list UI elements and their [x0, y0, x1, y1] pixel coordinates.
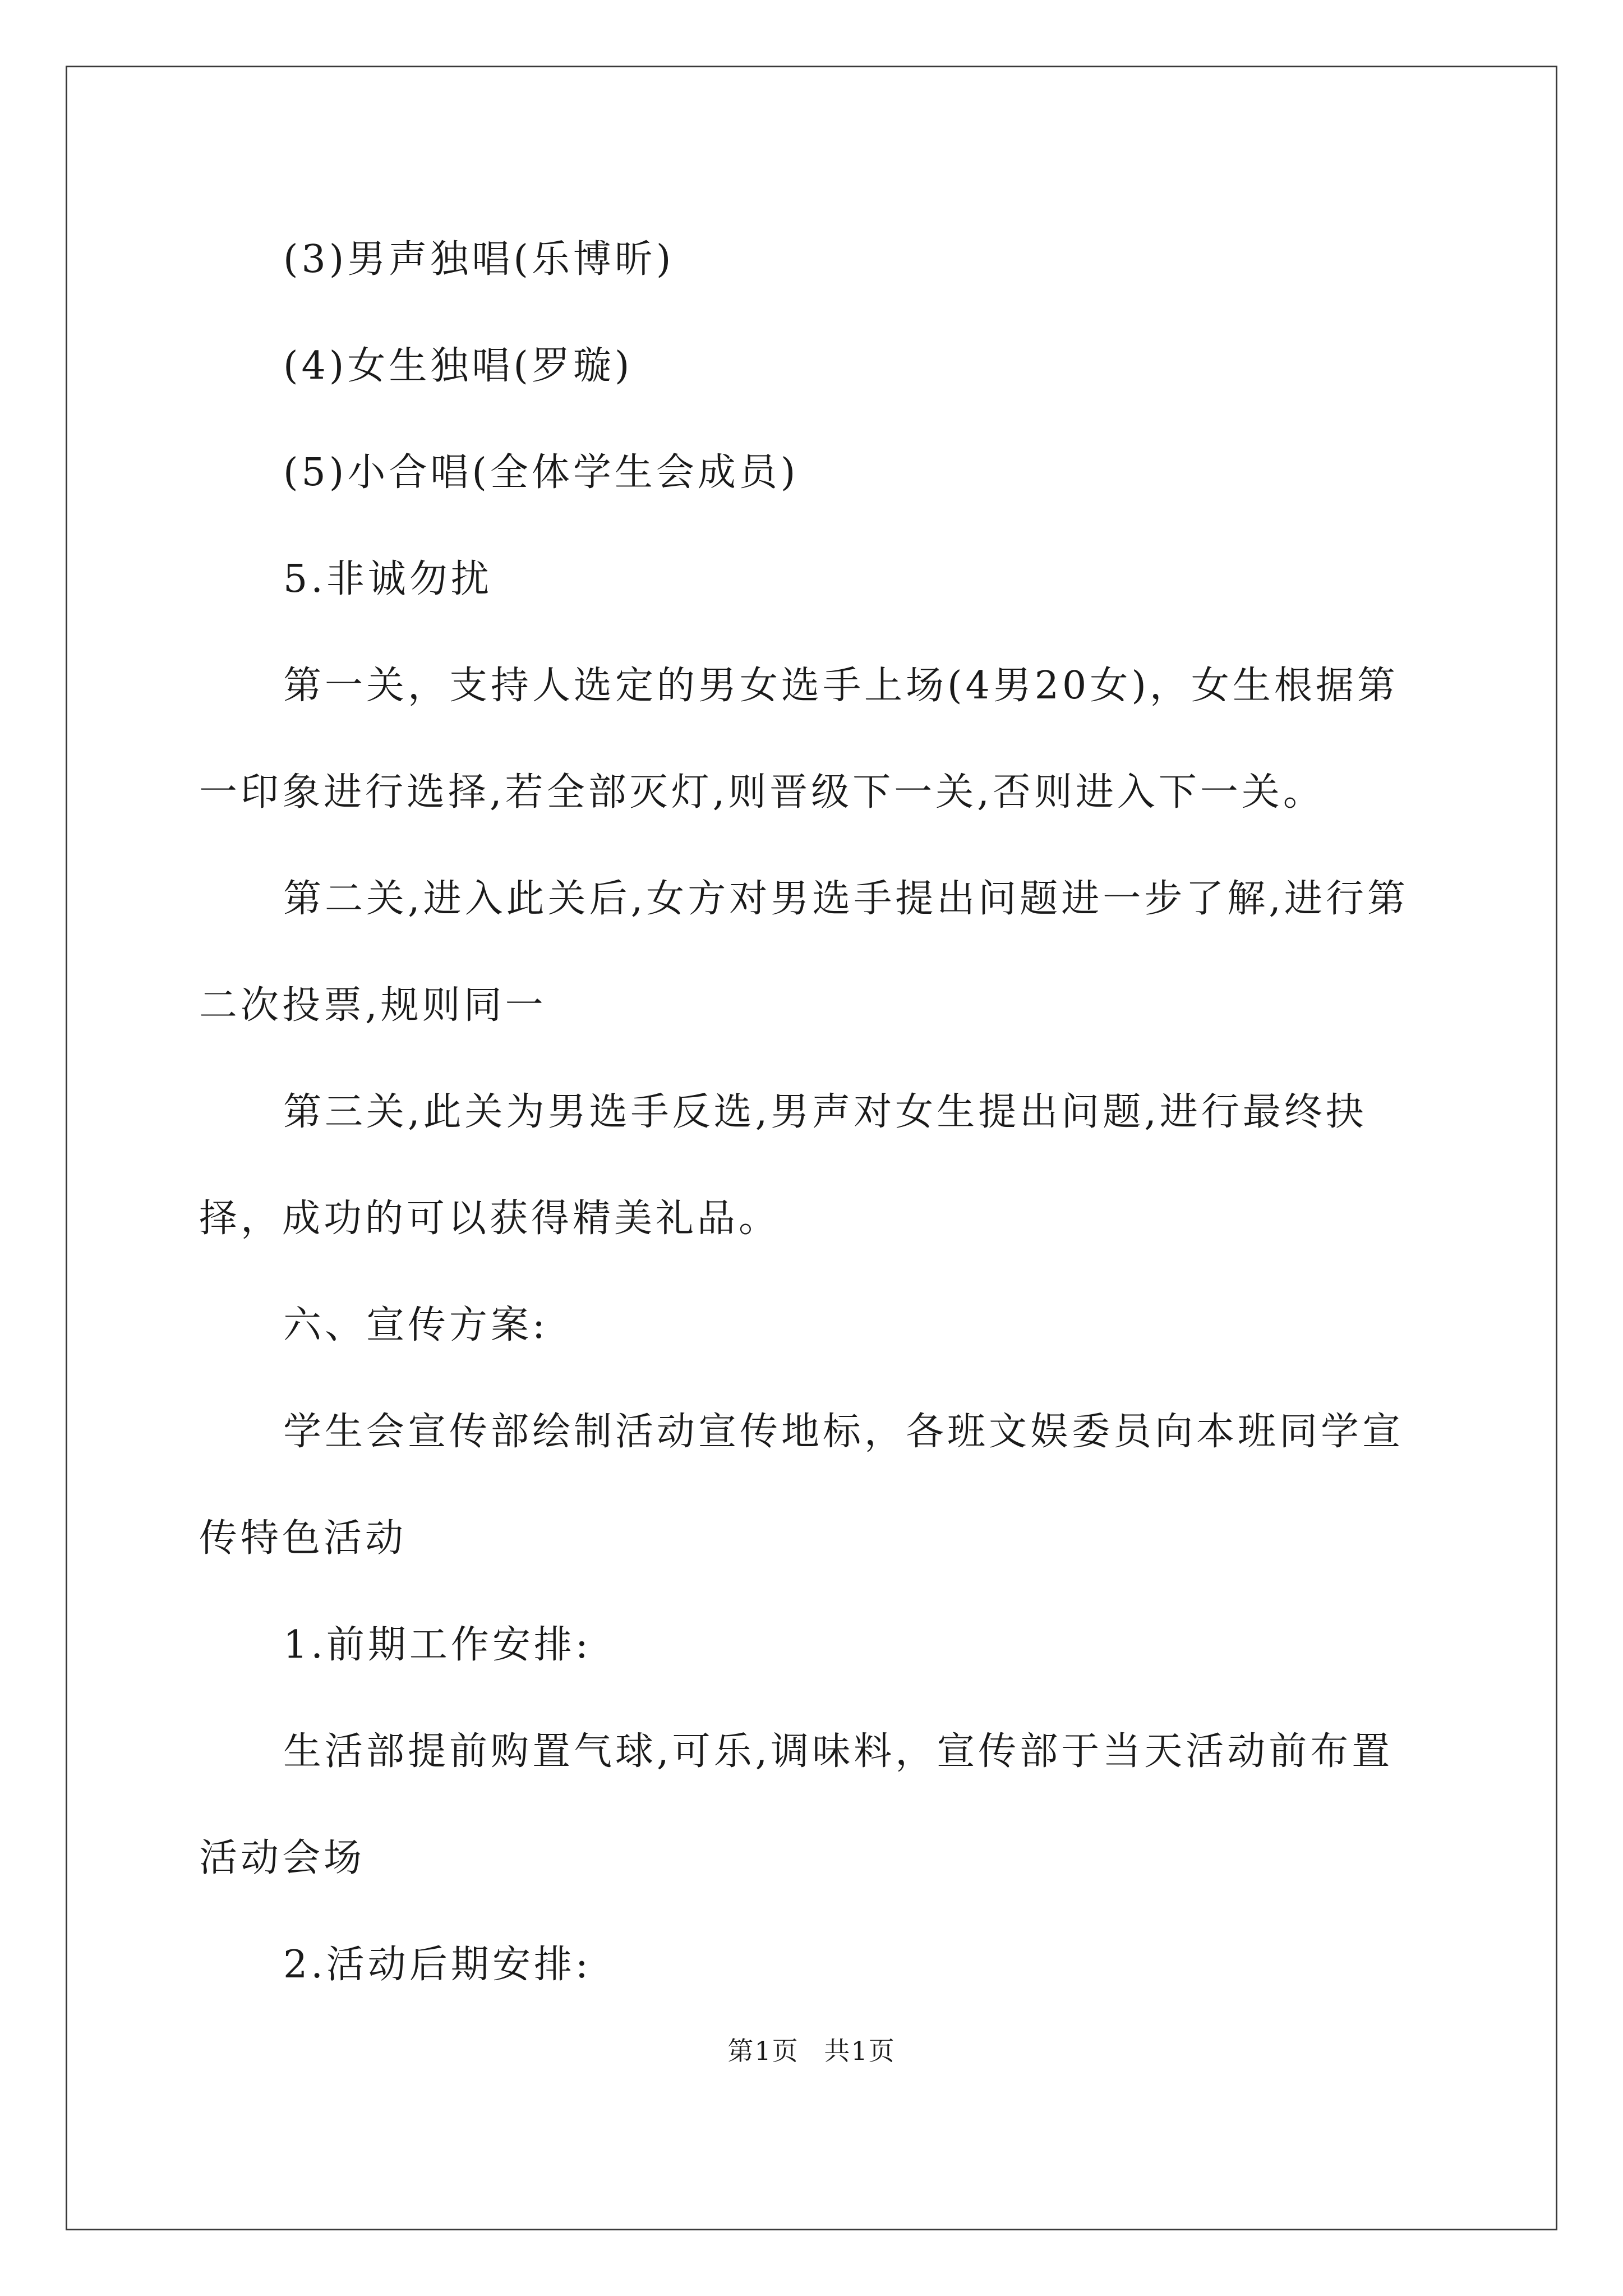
page-count: 共1页	[824, 2036, 896, 2066]
paragraph: 第三关,此关为男选手反选,男声对女生提出问题,进行最终抉择，成功的可以获得精美礼品。	[199, 1090, 1367, 1241]
document-body	[199, 206, 1430, 2018]
paragraph: 生活部提前购置气球,可乐,调味料，宣传部于当天活动前布置活动会场	[199, 1729, 1394, 1880]
section-heading: 5.非诚勿扰	[283, 557, 492, 601]
section-heading: 1.前期工作安排:	[283, 1623, 592, 1667]
page-number: 第1页	[727, 2036, 799, 2066]
paragraph: (5)小合唱(全体学生会成员)	[283, 450, 799, 495]
section-heading: 六、宣传方案:	[283, 1303, 548, 1347]
paragraph: 第一关，支持人选定的男女选手上场(4男20女)，女生根据第一印象进行选择,若全部灭灯,则晋级下一关,否则进入下一关。	[199, 664, 1399, 815]
paragraph: (3)男声独唱(乐博昕)	[283, 237, 675, 282]
paragraph: (4)女生独唱(罗璇)	[283, 344, 633, 388]
section-heading: 2.活动后期安排:	[283, 1943, 592, 1987]
page-footer	[0, 2031, 1623, 2068]
paragraph: 第二关,进入此关后,女方对男选手提出问题进一步了解,进行第二次投票,规则同一	[199, 877, 1409, 1028]
paragraph: 学生会宣传部绘制活动宣传地标，各班文娱委员向本班同学宣传特色活动	[199, 1410, 1404, 1561]
